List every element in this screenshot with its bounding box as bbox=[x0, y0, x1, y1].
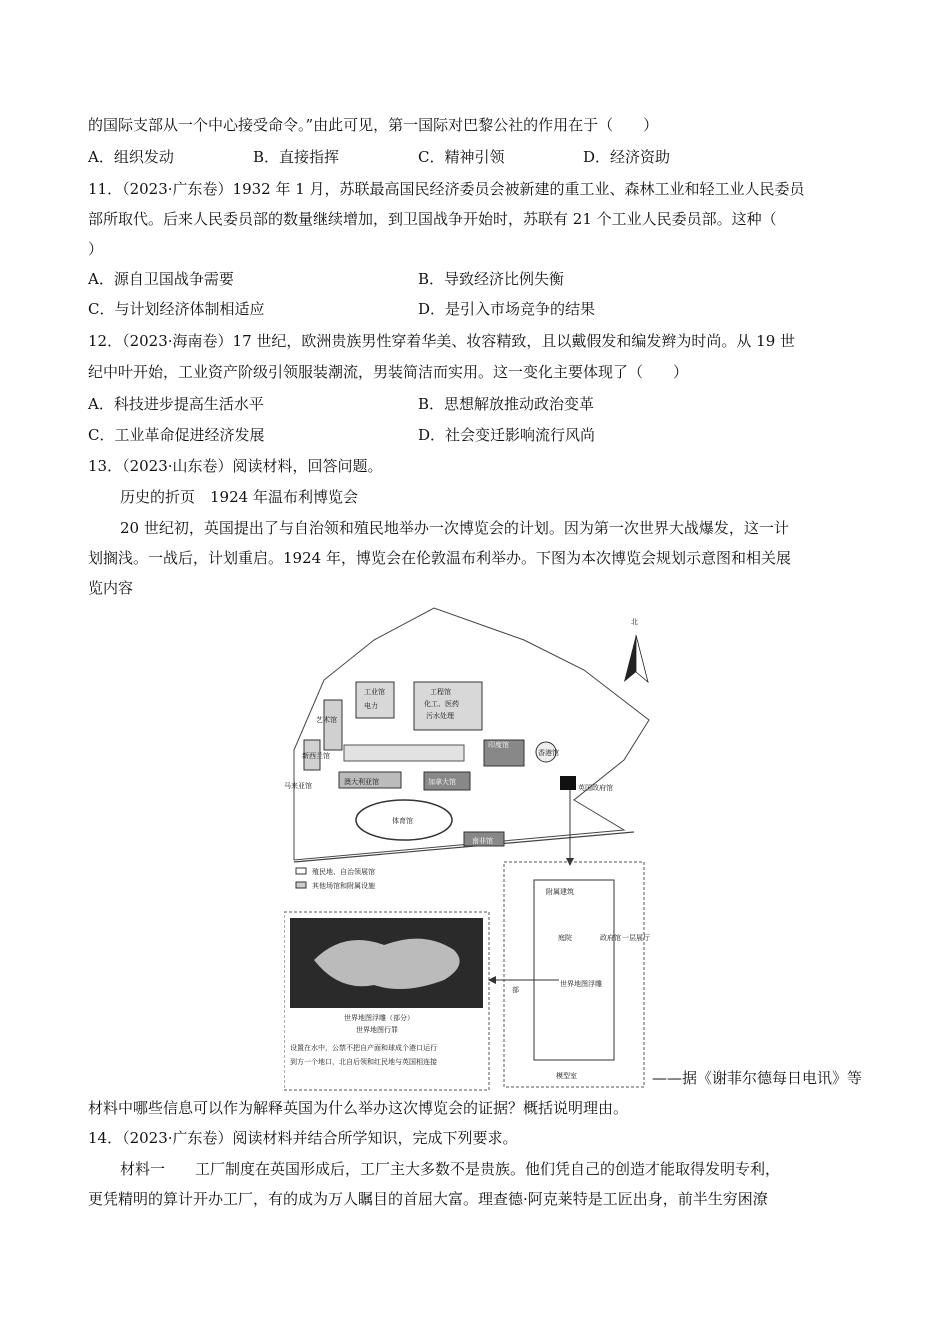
q11-stem-line2: 部所取代。后来人民委员部的数量继续增加，到卫国战争开始时，苏联有 21 个工业人民委员部。这种（ bbox=[88, 210, 777, 228]
q13-question: 材料中哪些信息可以作为解释英国为什么举办这次博览会的证据？概括说明理由。 bbox=[88, 1099, 629, 1117]
float-label: 世界地图浮雕 bbox=[560, 980, 602, 988]
q11-option-c: C．与计划经济体制相适应 bbox=[88, 300, 265, 318]
q12-option-d: D．社会变迁影响流行风尚 bbox=[418, 426, 596, 444]
q14-stem: 14．（2023·广东卷）阅读材料并结合所学知识，完成下列要求。 bbox=[88, 1129, 518, 1147]
q13-source: ——据《谢菲尔德每日电讯》等 bbox=[651, 1069, 862, 1087]
q11-stem-line3: ） bbox=[88, 240, 104, 258]
inset-title: 世界地图浮雕（部分） bbox=[344, 1014, 414, 1022]
q10-option-d: D．经济资助 bbox=[583, 148, 671, 166]
australia-label: 澳大利亚馆 bbox=[344, 778, 379, 786]
sa-label: 南非馆 bbox=[472, 837, 493, 845]
q13-paragraph-line1: 20 世纪初，英国提出了与自治领和殖民地举办一次博览会的计划。因为第一次世界大战爆发，这一计 bbox=[120, 519, 789, 537]
q11-option-a: A．源自卫国战争需要 bbox=[88, 270, 234, 288]
art-hall-label: 艺术馆 bbox=[316, 716, 337, 724]
q14-material-line2: 更凭精明的算计开办工厂，有的成为万人瞩目的首屈大富。理查德·阿克莱特是工匠出身，前半生穷困潦 bbox=[88, 1190, 768, 1208]
model-label: 模型室 bbox=[556, 1072, 577, 1080]
uk-gov-label: 英国政府馆 bbox=[578, 784, 613, 792]
q12-stem-line2: 纪中叶开始，工业资产阶级引领服装潮流，男装简洁而实用。这一变化主要体现了（ ） bbox=[88, 363, 689, 381]
canada-label: 加拿大馆 bbox=[428, 778, 456, 786]
q11-option-d: D．是引入市场竞争的结果 bbox=[418, 300, 596, 318]
q10-option-c: C．精神引领 bbox=[418, 148, 505, 166]
india-label: 印度馆 bbox=[488, 741, 509, 749]
q13-paragraph-line3: 览内容 bbox=[88, 579, 134, 597]
q10-option-a: A．组织发动 bbox=[88, 148, 174, 166]
gov-label: 政府馆 bbox=[600, 934, 621, 942]
industry-hall-label: 工业馆 bbox=[364, 688, 385, 696]
art-hall-block bbox=[324, 700, 342, 750]
q14-material-line1: 材料一 工厂制度在英国形成后，工厂主大多数不是贵族。他们凭自己的创造才能取得发明专利， bbox=[120, 1160, 781, 1178]
chem-label: 化工、医药 bbox=[424, 700, 459, 708]
q10-option-b: B．直接指挥 bbox=[253, 148, 340, 166]
legend-swatch-other bbox=[296, 882, 306, 888]
legend-colony: 殖民地、自治领展馆 bbox=[312, 868, 375, 876]
hk-label: 香港馆 bbox=[538, 749, 559, 757]
engineering-hall-label: 工程馆 bbox=[430, 688, 451, 696]
power-label: 电力 bbox=[364, 702, 378, 710]
site-outline bbox=[294, 608, 649, 860]
exhibition-plan-figure bbox=[284, 600, 666, 1092]
dept-label: 部 bbox=[512, 986, 519, 994]
malaya-label: 马来亚馆 bbox=[284, 782, 312, 790]
inset-caption-2: 到方一个地口，北自后领和红民地与英国相连接 bbox=[290, 1058, 437, 1066]
q13-material-heading: 历史的折页 1924 年温布利博览会 bbox=[120, 488, 358, 506]
uk-gov-block bbox=[560, 776, 576, 790]
north-label: 北 bbox=[631, 618, 638, 626]
q11-stem-line1: 11．（2023·广东卷）1932 年 1 月，苏联最高国民经济委员会被新建的重工业、森林工业和轻工业人民委员 bbox=[88, 180, 805, 198]
uk-side-label: 附属建筑 bbox=[546, 888, 574, 896]
q13-paragraph-line2: 划搁浅。一战后，计划重启。1924 年，博览会在伦敦温布利举办。下图为本次博览会规划示意图和相关展 bbox=[88, 549, 791, 567]
q11-option-b: B．导致经济比例失衡 bbox=[418, 270, 565, 288]
central-row-block bbox=[344, 745, 464, 761]
nz-label: 新西兰馆 bbox=[302, 752, 330, 760]
q13-stem: 13．（2023·山东卷）阅读材料，回答问题。 bbox=[88, 457, 383, 475]
hall-label: 一层展厅 bbox=[622, 934, 650, 942]
uk-detail-frame bbox=[504, 862, 644, 1087]
q12-option-a: A．科技进步提高生活水平 bbox=[88, 395, 264, 413]
inset-caption-1: 设置在水中，公禁不把自产面和球成个港口运行 bbox=[290, 1044, 437, 1052]
sewage-label: 污水处理 bbox=[426, 712, 454, 720]
exhibition-plan-svg bbox=[284, 600, 666, 1092]
north-arrow bbox=[624, 617, 648, 682]
inset-subtitle: 世界地图行罪 bbox=[356, 1026, 398, 1034]
legend-other: 其他场馆和附属设施 bbox=[312, 882, 375, 890]
legend-swatch-colony bbox=[296, 868, 306, 874]
q12-option-b: B．思想解放推动政治变革 bbox=[418, 395, 595, 413]
uk-detail-building bbox=[534, 880, 614, 1060]
q12-stem-line1: 12．（2023·海南卷）17 世纪，欧洲贵族男性穿着华美、妆容精致，且以戴假发和编发辫为时尚。从 19 世 bbox=[88, 332, 796, 350]
court-label: 庭院 bbox=[558, 934, 572, 942]
stadium-label: 体育馆 bbox=[392, 817, 413, 825]
q10-stem-tail: 的国际支部从一个中心接受命令。”由此可见，第一国际对巴黎公社的作用在于（ ） bbox=[88, 116, 659, 134]
q12-option-c: C．工业革命促进经济发展 bbox=[88, 426, 265, 444]
